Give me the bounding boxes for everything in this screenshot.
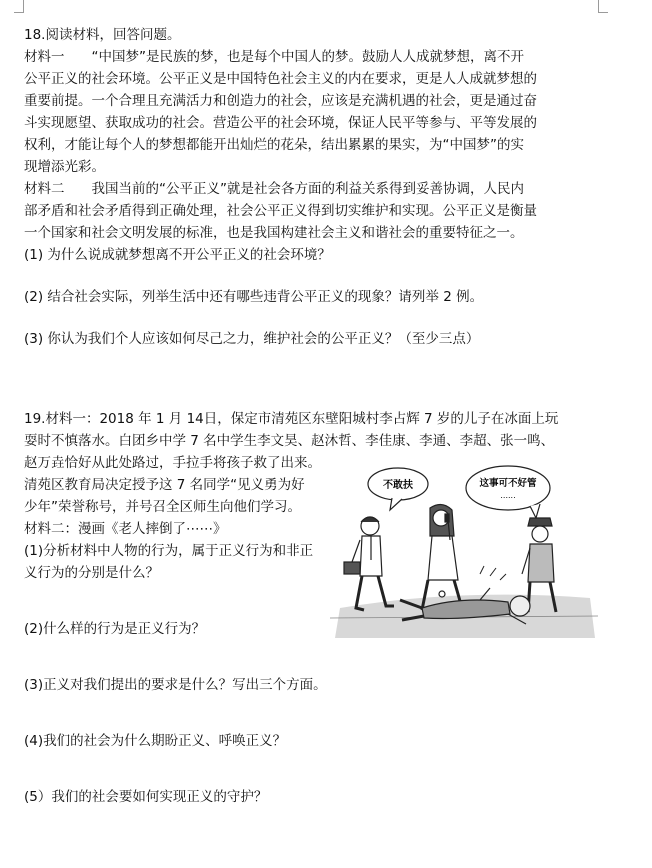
q18-material1-line: 重要前提。一个合理且充满活力和创造力的社会，应该是充满机遇的社会，更是通过奋 <box>24 93 537 109</box>
q18-material1-line: 斗实现愿望、获取成功的社会。营造公平的社会环境，保证人民平等参与、平等发展的 <box>24 115 537 131</box>
q18-question-2: (2) 结合社会实际，列举生活中还有哪些违背公平正义的现象？请列举 2 例。 <box>24 289 484 305</box>
q18-material1-line: 材料一 “中国梦”是民族的梦，也是每个中国人的梦。鼓励人人成就梦想，离不开 <box>24 49 524 65</box>
q19-material1-line: 耍时不慎落水。白团乡中学 7 名中学生李文昊、赵沐哲、李佳康、李通、李超、张一鸣、 <box>24 433 555 449</box>
motion-marks <box>480 566 506 580</box>
q19-question-1: (1)分析材料中人物的行为，属于正义行为和非正 <box>24 543 314 559</box>
q18-heading: 18.阅读材料，回答问题。 <box>24 27 181 43</box>
q18-material2 <box>24 178 600 244</box>
speech-bubble-right <box>466 466 550 518</box>
q18-material2-line: 一个国家和社会文明发展的标准，也是我国构建社会主义和谐社会的重要特征之一。 <box>24 225 524 241</box>
bubble-right-text: 这事可不好管 <box>479 478 537 489</box>
q18-material1-line: 现增添光彩。 <box>24 159 105 175</box>
q19-question-3: (3)正义对我们提出的要求是什么？写出三个方面。 <box>24 677 327 693</box>
q18-question-3: (3) 你认为我们个人应该如何尽己之力，维护社会的公平正义？（至少三点） <box>24 331 480 347</box>
q18-material2-line: 部矛盾和社会矛盾得到正确处理，社会公平正义得到切实维护和实现。公平正义是衡量 <box>24 203 537 219</box>
q19-question-4: (4)我们的社会为什么期盼正义、呼唤正义？ <box>24 733 287 749</box>
q19-question-5: (5）我们的社会要如何实现正义的守护？ <box>24 789 268 805</box>
page-corner-mark-right <box>598 0 608 13</box>
q18-question-1: (1) 为什么说成就梦想离不开公平正义的社会环境？ <box>24 247 331 263</box>
q18-material1-line: 公平正义的社会环境。公平正义是中国特色社会主义的内在要求，更是人人成就梦想的 <box>24 71 537 87</box>
cartoon-old-man-fallen <box>330 448 598 638</box>
q19-material1-line: 19.材料一：2018 年 1 月 14日，保定市清苑区东壁阳城村李占辉 7 岁的儿子在冰面上玩 <box>24 411 559 427</box>
q18-material1-line: 权利，才能让每个人的梦想都能开出灿烂的花朵，结出累累的果实，为“中国梦”的实 <box>24 137 524 153</box>
q19-question-2: (2)什么样的行为是正义行为？ <box>24 621 206 637</box>
bubble-right-dots: ...... <box>500 491 516 500</box>
q18-material2-line: 材料二 我国当前的“公平正义”就是社会各方面的利益关系得到妥善协调，人民内 <box>24 181 524 197</box>
q19-question-1-cont: 义行为的分别是什么？ <box>24 565 159 581</box>
page-corner-mark-left <box>14 0 24 13</box>
speech-bubble-left <box>368 468 428 510</box>
document-page <box>24 24 600 808</box>
q19-material2-title: 材料二：漫画《老人摔倒了⋯⋯》 <box>24 521 227 537</box>
q19-material1-line: 少年”荣誉称号，并号召全区师生向他们学习。 <box>24 499 301 515</box>
q19-material1-line: 清苑区教育局决定授予这 7 名同学“见义勇为好 <box>24 477 305 493</box>
q18-material1 <box>24 46 600 178</box>
bubble-left-text: 不敢扶 <box>383 480 413 491</box>
man-with-briefcase <box>344 517 394 610</box>
q19-material1-line: 赵万垚恰好从此处路过，手拉手将孩子救了出来。 <box>24 455 321 471</box>
